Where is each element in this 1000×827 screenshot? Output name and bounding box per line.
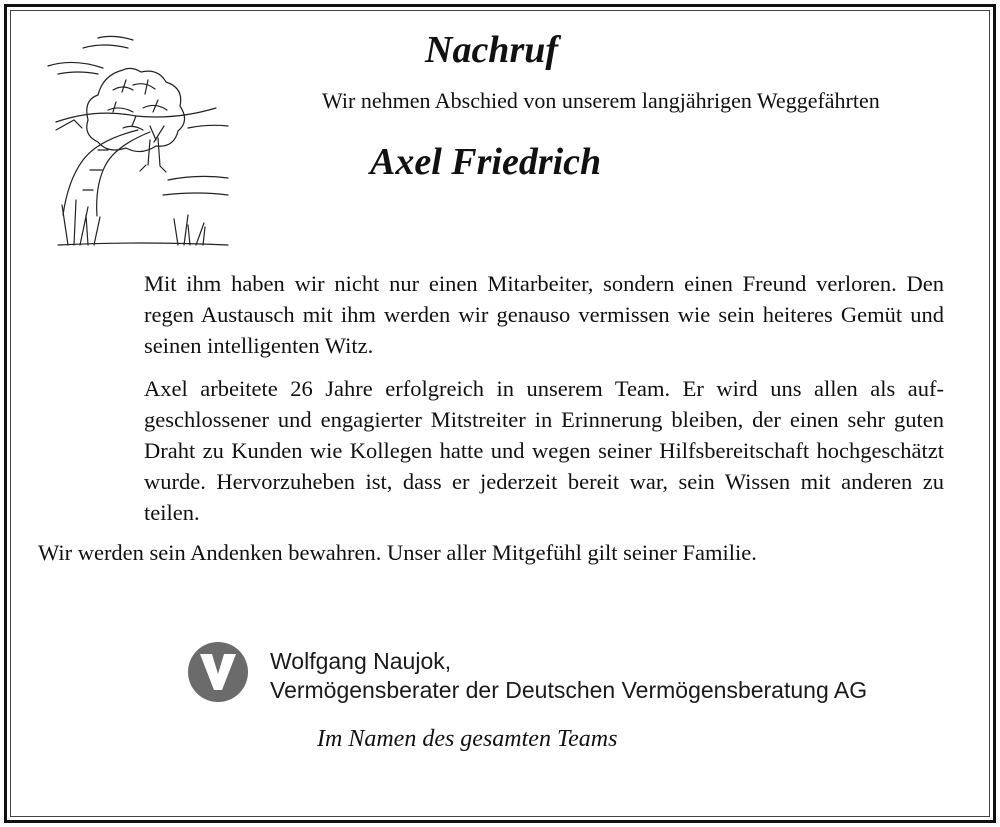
farewell-subheading: Wir nehmen Abschied von unserem langjährigen Weggefährten	[322, 88, 880, 113]
obituary-heading: Nachruf	[425, 29, 559, 71]
signatory-name: Wolfgang Naujok,	[270, 648, 452, 674]
closing-sentence: Wir werden sein Andenken bewahren. Unser aller Mitgefühl gilt seiner Familie.	[38, 540, 757, 565]
paragraph-friend: Mit ihm haben wir nicht nur einen Mitarbeiter, sondern einen Freund verloren. Den regen Austausch mit ihm werden wir genauso vermissen wie sein heiteres Gemüt und seinen intelligenten Witz.	[144, 271, 944, 358]
deceased-name: Axel Friedrich	[370, 141, 602, 183]
paragraph-career: Axel arbeitete 26 Jahre erfolgreich in unserem Team. Er wird uns allen als aufgeschlossener und engagierter Mitstreiter in Erinnerung bleiben, der einen sehr guten Draht zu Kunden wie Kollegen hatte und wegen seiner Hilfsbereitschaft hochgeschätzt wurde. Hervorzuheben ist, dass er jederzeit bereit war, sein Wissen mit anderen zu teilen.	[144, 376, 944, 525]
signatory-role: Vermögensberater der Deutschen Vermögensberatung AG	[270, 677, 868, 703]
dvag-v-logo-icon	[186, 640, 250, 704]
landscape-tree-illustration	[38, 30, 238, 252]
team-signoff: Im Namen des gesamten Teams	[317, 726, 618, 752]
